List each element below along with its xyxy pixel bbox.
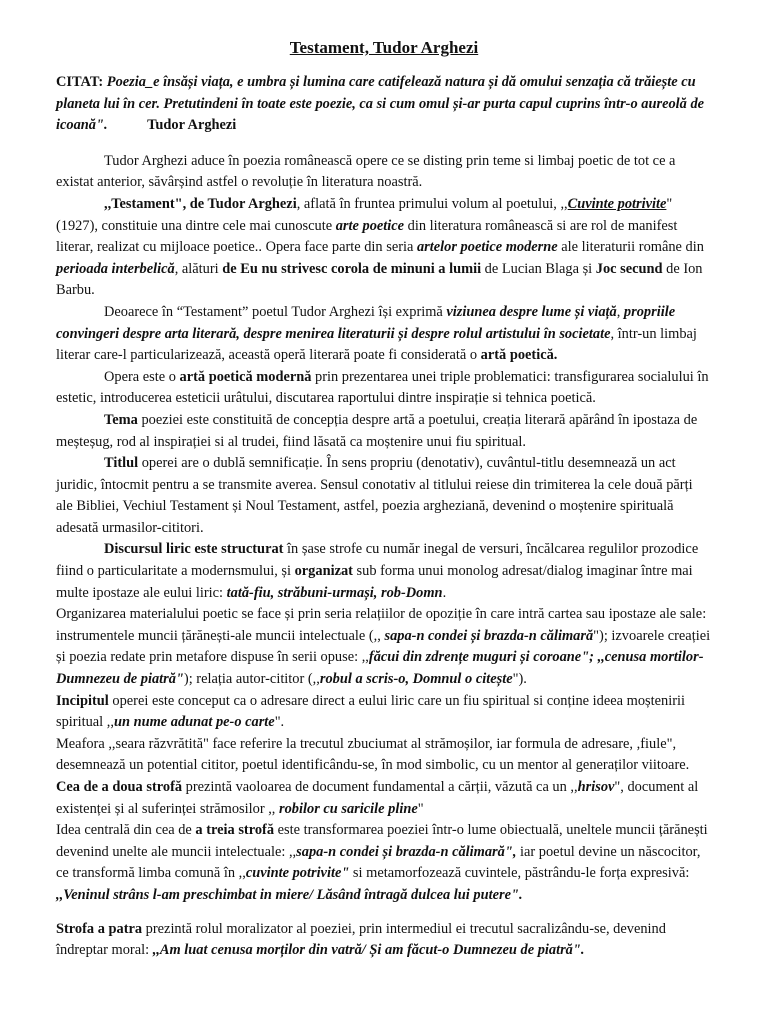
text: prin prezentarea unei triple problematici: transfigurarea socialului în estetic, introducerea esteticii urâtului, discutarea raportului dintre inspirație si tehnica poetică.	[56, 368, 709, 407]
emphasis: perioada interbelică	[56, 260, 175, 277]
text: , aflată în fruntea primului volum al poetului, ,,	[296, 195, 568, 212]
emphasis: un nume adunat pe-o carte	[113, 714, 275, 731]
text: ".	[274, 714, 285, 731]
paragraph-intro: Tudor Arghezi aduce în poezia românească opere ce se disting prin teme si limbaj poetic de tot ce a existat anterior, săvârșind astfel o revoluție în literatura noastră.	[56, 152, 676, 191]
paragraph-strofa-treia	[56, 820, 712, 906]
text: este transformarea poeziei într-o lume obiectuală, uneltele muncii țărănești devenind unelte ale muncii intelectuale: ,,	[56, 822, 708, 860]
emphasis: viziunea despre lume și viață	[446, 303, 617, 320]
emphasis: artelor poetice moderne	[416, 239, 558, 256]
text: în șase strofe cu număr inegal de versuri, încălcarea regulilor prozodice fiind o particularitate a modernsmului, și	[56, 541, 699, 580]
text: ale literaturii române din	[557, 239, 704, 256]
text: .	[442, 584, 447, 601]
text: din literatura românească si are rol de manifest literar, realizat cu mijloace poetice.. Opera face parte din seria	[56, 217, 678, 256]
bold-text: de Eu nu strivesc corola de minuni a lumii	[222, 260, 482, 277]
emphasis: ,,Am luat cenusa morților din vatră/ Și am făcut-o Dumnezeu de piatră".	[152, 942, 585, 959]
paragraph-viziune	[56, 302, 712, 367]
bold-text: artă poetică.	[480, 347, 558, 364]
bold-text: Titlul	[104, 455, 139, 472]
paragraph-discurs	[56, 539, 712, 604]
bold-text: Cea de a doua strofă	[56, 779, 183, 795]
emphasis: propriile convingeri despre arta literară, despre menirea literaturii și despre rolul artistului în societate	[56, 303, 676, 342]
bold-text: artă poetică modernă	[179, 368, 312, 385]
text: prezintă rolul moralizator al poeziei, prin intermediul ei trecutul sacralizându-se, devenind îndreptar moral:	[56, 920, 666, 959]
emphasis: sapa-n condei și brazda-n călimară",	[296, 843, 517, 860]
paragraph-arta-poetica	[56, 367, 712, 410]
text: Deoarece în “Testament” poetul Tudor Arghezi își exprimă	[104, 303, 447, 320]
page-title: Testament, Tudor Arghezi	[289, 38, 479, 57]
emphasis: hrisov	[577, 779, 615, 795]
bold-text: ,,Testament", de Tudor Arghezi	[104, 195, 297, 212]
text: Organizarea materialului poetic se face și prin seria relațiilor de opoziție în care intră cartea sau ipostaze ale sale: instrumentele muncii țărănești-ale muncii intelectuale (,,	[56, 606, 707, 644]
text: " (1927), constituie una dintre cele mai cunoscute	[56, 195, 673, 234]
text: de Ion Barbu.	[56, 260, 703, 299]
bold-text: organizat	[294, 563, 353, 580]
emphasis: robilor cu saricile pline	[279, 800, 418, 817]
bold-text: Joc secund	[595, 260, 663, 277]
emphasis: sapa-n condei și brazda-n călimară	[384, 627, 594, 644]
text: ").	[512, 671, 527, 688]
text: "	[417, 800, 424, 817]
paragraph-tema	[56, 410, 712, 453]
text: , alături	[174, 260, 223, 277]
text: ,	[616, 303, 624, 320]
emphasis: arte poetice	[335, 217, 405, 234]
emphasis: făcui din zdrențe muguri și coroane"; ,,cenusa mortilor-Dumnezeu de piatră"	[56, 649, 704, 688]
paragraph-titlul	[56, 453, 712, 539]
citat-label: CITAT:	[56, 74, 104, 90]
paragraph-organizare	[56, 604, 712, 690]
text: poeziei este constituită de concepția despre artă a poetului, creația literară apărând în ipostaza de meșteșug, rod al inspirației si al trudei, fiind lăsată ca moștenire unui fiu spiritual.	[56, 411, 698, 450]
text: prezintă vaoloarea de document fundamental a cărții, văzută ca un ,,	[182, 779, 578, 795]
text: ", document al existenței și al suferinței strămosilor ,,	[56, 779, 699, 817]
text: si metamorfozează cuvintele, păstrându-le forța expresivă:	[349, 865, 690, 882]
text: operei are o dublă semnificație. În sens propriu (denotativ), cuvântul-titlu desemnează un act juridic, întocmit pentru a se transmite averea. Sensul conotativ al titlului reiese din trimiterea la cele două părți ale Bibliei, Vechiul Testament și Noul Testament, astfel, poezia argheziană, devenind o moștenire spirituală adesată urmasilor-cititori.	[56, 455, 693, 536]
text: ); relația autor-cititor (,,	[183, 671, 320, 688]
text: de Lucian Blaga și	[481, 260, 596, 277]
emphasis: tată-fiu, străbuni-urmași, rob-Domn	[226, 584, 443, 601]
citat-author: Tudor Arghezi	[147, 117, 237, 134]
text: sub forma unui monolog adresat/dialog imaginar între mai multe ipostaze ale eului liric:	[56, 563, 693, 601]
emphasis: cuvinte potrivite"	[245, 865, 350, 882]
bold-text: Incipitul	[56, 692, 109, 709]
bold-text: Strofa a patra	[56, 920, 143, 937]
text: , într-un limbaj literar care-l particularizează, această operă literară poate fi considerată o	[56, 325, 697, 364]
volume-title: Cuvinte potrivite	[567, 195, 667, 212]
text: Opera este o	[104, 368, 180, 385]
bold-text: a treia strofă	[195, 822, 275, 839]
text: operei este conceput ca o adresare direct a eului liric care un fiu spiritual si conține ideea moștenirii spiritual ,,	[56, 692, 685, 731]
paragraph-strofa-patra	[56, 919, 712, 962]
paragraph-metafora: Meafora ,,seara răzvrătită" face referire la trecutul zbuciumat al strămoșilor, iar formula de adresare, ,fiule", desemnează un potential cititor, poetul identificându-se, în mod simbolic, cu un mentor al generaților viitoare.	[56, 735, 690, 774]
text: iar poetul devine un născocitor, ce transformă limba comună în ,,	[56, 843, 701, 882]
paragraph-testament	[56, 194, 712, 302]
bold-text: Tema	[104, 411, 138, 428]
bold-text: Discursul liric este structurat	[104, 541, 284, 558]
paragraph-strofa-doua	[56, 777, 712, 820]
text: Idea centrală din cea de	[56, 822, 196, 839]
paragraph-incipit	[56, 691, 712, 734]
citat-paragraph	[56, 72, 712, 137]
citat-quote: Poezia_e însăși viața, e umbra și lumina care catifelează natura și dă omului senzația că trăiește cu planeta lui în cer. Pretutindeni în toate este poezie, ca si cum omul și-ar purta capul cuprins într-o aureolă de icoană".	[56, 74, 705, 134]
emphasis: robul a scris-o, Domnul o citește	[319, 671, 513, 688]
emphasis: ,,Veninul strâns l-am preschimbat in miere/ Lăsând întragă dulcea lui putere".	[56, 886, 523, 903]
text: "); izvoarele creației și poezia redate prin metafore dispuse în serii opuse: ,,	[56, 627, 711, 666]
